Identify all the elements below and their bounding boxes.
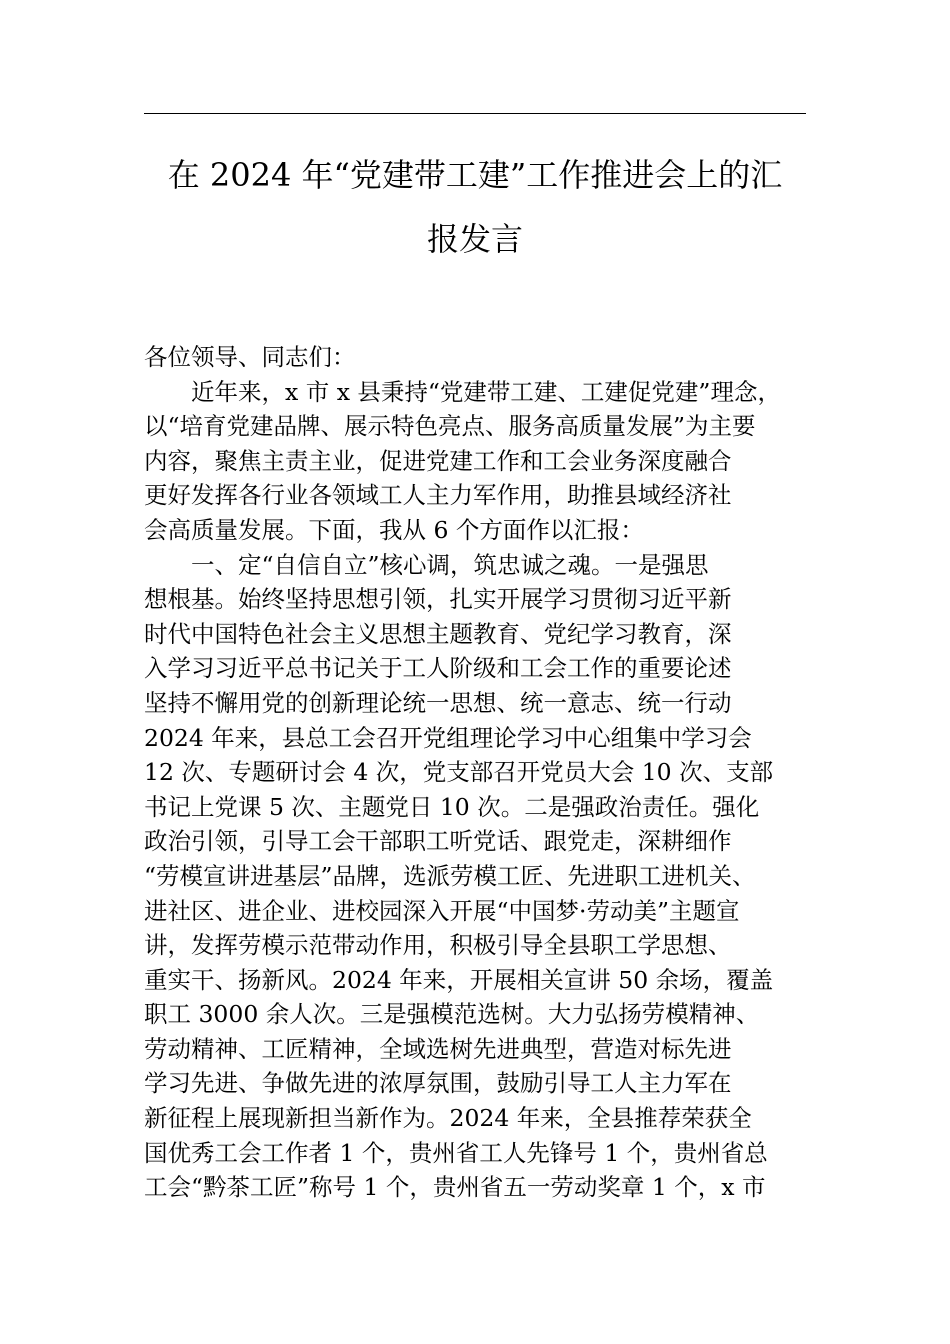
paragraph-line: 入学习习近平总书记关于工人阶级和工会工作的重要论述 (144, 654, 732, 683)
title-line: 报发言 (426, 220, 523, 258)
paragraph-line: 工会“黔茶工匠”称号 1 个，贵州省五一劳动奖章 1 个，x 市 (144, 1173, 766, 1202)
salutation: 各位领导、同志们： (144, 343, 356, 371)
document-title (144, 143, 806, 271)
paragraph-line: 国优秀工会工作者 1 个，贵州省工人先锋号 1 个，贵州省总 (144, 1138, 768, 1167)
paragraph-line: 时代中国特色社会主义思想主题教育、党纪学习教育，深 (144, 619, 732, 648)
paragraph-line: 学习先进、争做先进的浓厚氛围，鼓励引导工人主力军在 (144, 1069, 732, 1098)
paragraph-line: 想根基。始终坚持思想引领，扎实开展学习贯彻习近平新 (144, 585, 732, 614)
paragraph-line: 职工 3000 余人次。三是强模范选树。大力弘扬劳模精神、 (144, 1000, 760, 1029)
paragraph-line: 讲，发挥劳模示范带动作用，积极引导全县职工学思想、 (144, 931, 732, 960)
paragraph-line: 2024 年来，县总工会召开党组理论学习中心组集中学习会 (144, 723, 752, 752)
paragraph-line: 以“培育党建品牌、展示特色亮点、服务高质量发展”为主要 (144, 412, 756, 441)
paragraph-line: 劳动精神、工匠精神，全域选树先进典型，营造对标先进 (144, 1034, 732, 1063)
paragraph-line: 会高质量发展。下面，我从 6 个方面作以汇报： (144, 515, 644, 544)
paragraph-line: 12 次、专题研讨会 4 次，党支部召开党员大会 10 次、支部 (144, 758, 774, 787)
paragraph-line: 近年来，x 市 x 县秉持“党建带工建、工建促党建”理念， (191, 377, 781, 406)
paragraph-line: 坚持不懈用党的创新理论统一思想、统一意志、统一行动 (144, 688, 732, 717)
title-line: 在 2024 年“党建带工建”工作推进会上的汇 (167, 156, 783, 194)
intro-paragraph (144, 375, 806, 548)
paragraph-line: 进社区、进企业、进校园深入开展“中国梦·劳动美”主题宣 (144, 896, 740, 925)
paragraph-line: 政治引领，引导工会干部职工听党话、跟党走，深耕细作 (144, 827, 732, 856)
paragraph-line: 内容，聚焦主责主业，促进党建工作和工会业务深度融合 (144, 446, 732, 475)
document-body (144, 340, 806, 1205)
section-one-paragraph (144, 548, 806, 1205)
paragraph-line: 新征程上展现新担当新作为。2024 年来，全县推荐荣获全 (144, 1104, 752, 1133)
header-rule (144, 113, 806, 114)
paragraph-line: 更好发挥各行业各领域工人主力军作用，助推县域经济社 (144, 481, 732, 510)
paragraph-line: 重实干、扬新风。2024 年来，开展相关宣讲 50 余场，覆盖 (144, 965, 774, 994)
paragraph-line: “劳模宣讲进基层”品牌，选派劳模工匠、先进职工进机关、 (144, 861, 756, 890)
paragraph-line: 书记上党课 5 次、主题党日 10 次。二是强政治责任。强化 (144, 792, 760, 821)
section-heading-line: 一、定“自信自立”核心调，筑忠诚之魂。一是强思 (191, 550, 709, 579)
